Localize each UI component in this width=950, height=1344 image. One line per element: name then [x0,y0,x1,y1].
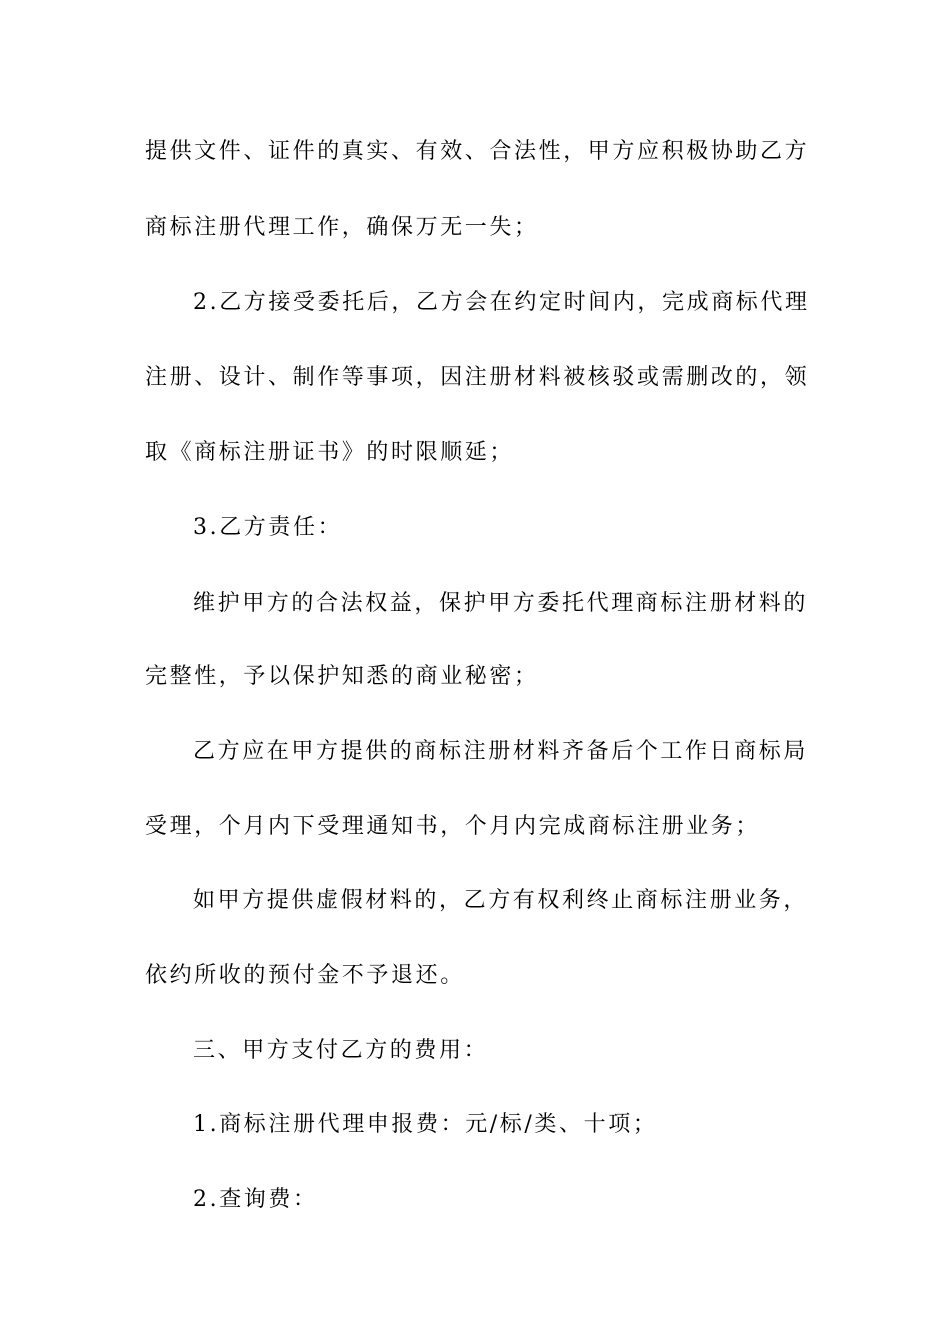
paragraph-line: 受理，个月内下受理通知书，个月内完成商标注册业务； [145,814,761,839]
paragraph-line: 依约所收的预付金不予退还。 [145,963,465,988]
paragraph-line: 2.乙方接受委托后，乙方会在约定时间内，完成商标代理 [193,290,810,315]
paragraph-line: 取《商标注册证书》的时限顺延； [145,440,515,465]
paragraph-line: 注册、设计、制作等事项，因注册材料被核驳或需删改的，领 [145,365,810,390]
paragraph-line: 完整性，予以保护知悉的商业秘密； [145,664,539,689]
paragraph-line: 如甲方提供虚假材料的，乙方有权利终止商标注册业务， [193,888,809,913]
paragraph-line: 商标注册代理工作，确保万无一失； [145,215,539,240]
section-heading: 三、甲方支付乙方的费用： [193,1038,489,1063]
paragraph-line: 3.乙方责任： [193,515,343,540]
paragraph-line: 乙方应在甲方提供的商标注册材料齐备后个工作日商标局 [193,739,809,764]
paragraph-line: 维护甲方的合法权益，保护甲方委托代理商标注册材料的 [193,591,809,616]
paragraph-line: 2.查询费： [193,1187,318,1212]
paragraph-line: 提供文件、证件的真实、有效、合法性，甲方应积极协助乙方 [145,139,810,164]
paragraph-line: 1.商标注册代理申报费：元/标/类、十项； [193,1112,658,1137]
